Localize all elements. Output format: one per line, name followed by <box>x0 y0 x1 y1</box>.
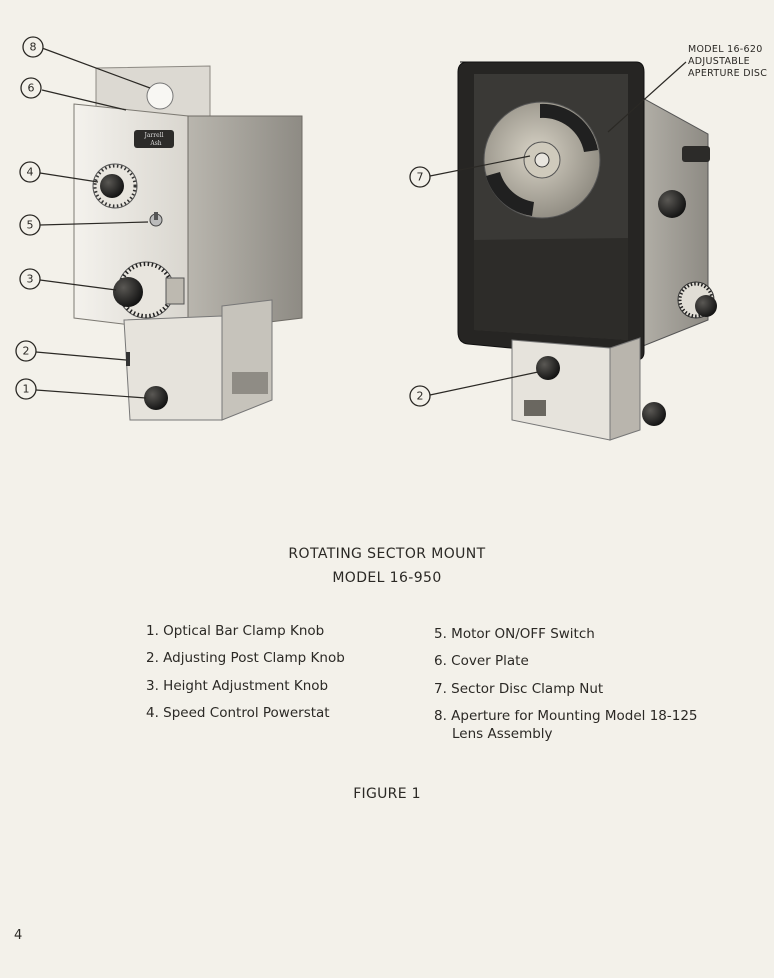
svg-text:2: 2 <box>22 344 30 358</box>
legend-item-7: 7. Sector Disc Clamp Nut <box>434 681 604 697</box>
svg-text:5: 5 <box>26 218 34 232</box>
page-number: 4 <box>14 928 23 943</box>
legend-item-4: 4. Speed Control Powerstat <box>146 705 330 721</box>
svg-text:7: 7 <box>416 170 424 184</box>
legend-item-1: 1. Optical Bar Clamp Knob <box>146 623 325 639</box>
svg-text:3: 3 <box>26 272 34 286</box>
model-note-line-2: ADJUSTABLE <box>688 56 750 67</box>
svg-text:4: 4 <box>26 165 34 179</box>
svg-text:1: 1 <box>22 382 30 396</box>
legend-item-8: 8. Aperture for Mounting Model 18-125 <box>434 708 698 724</box>
figure-model: MODEL 16-950 <box>332 570 442 586</box>
legend-item-6: 6. Cover Plate <box>434 653 529 669</box>
right-device-photo <box>458 62 717 440</box>
model-note-line-3: APERTURE DISC <box>688 68 768 79</box>
legend-item-8-continued: Lens Assembly <box>452 726 553 742</box>
left-device-photo <box>74 66 302 420</box>
legend-item-5: 5. Motor ON/OFF Switch <box>434 626 595 642</box>
svg-text:8: 8 <box>29 40 37 54</box>
svg-text:6: 6 <box>27 81 35 95</box>
figure-title: ROTATING SECTOR MOUNT <box>288 546 486 562</box>
callout-2-left <box>16 341 126 361</box>
legend-item-3: 3. Height Adjustment Knob <box>146 678 329 694</box>
nameplate-line-2: Ash <box>150 140 162 147</box>
svg-text:2: 2 <box>416 389 424 403</box>
callout-1 <box>16 379 146 399</box>
callout-8 <box>23 37 150 88</box>
nameplate-line-1: Jarrell <box>144 132 164 139</box>
model-note-line-1: MODEL 16-620 <box>688 44 763 55</box>
legend-item-2: 2. Adjusting Post Clamp Knob <box>146 650 345 666</box>
model-16-620-note <box>688 44 774 80</box>
figure-label: FIGURE 1 <box>353 786 421 802</box>
